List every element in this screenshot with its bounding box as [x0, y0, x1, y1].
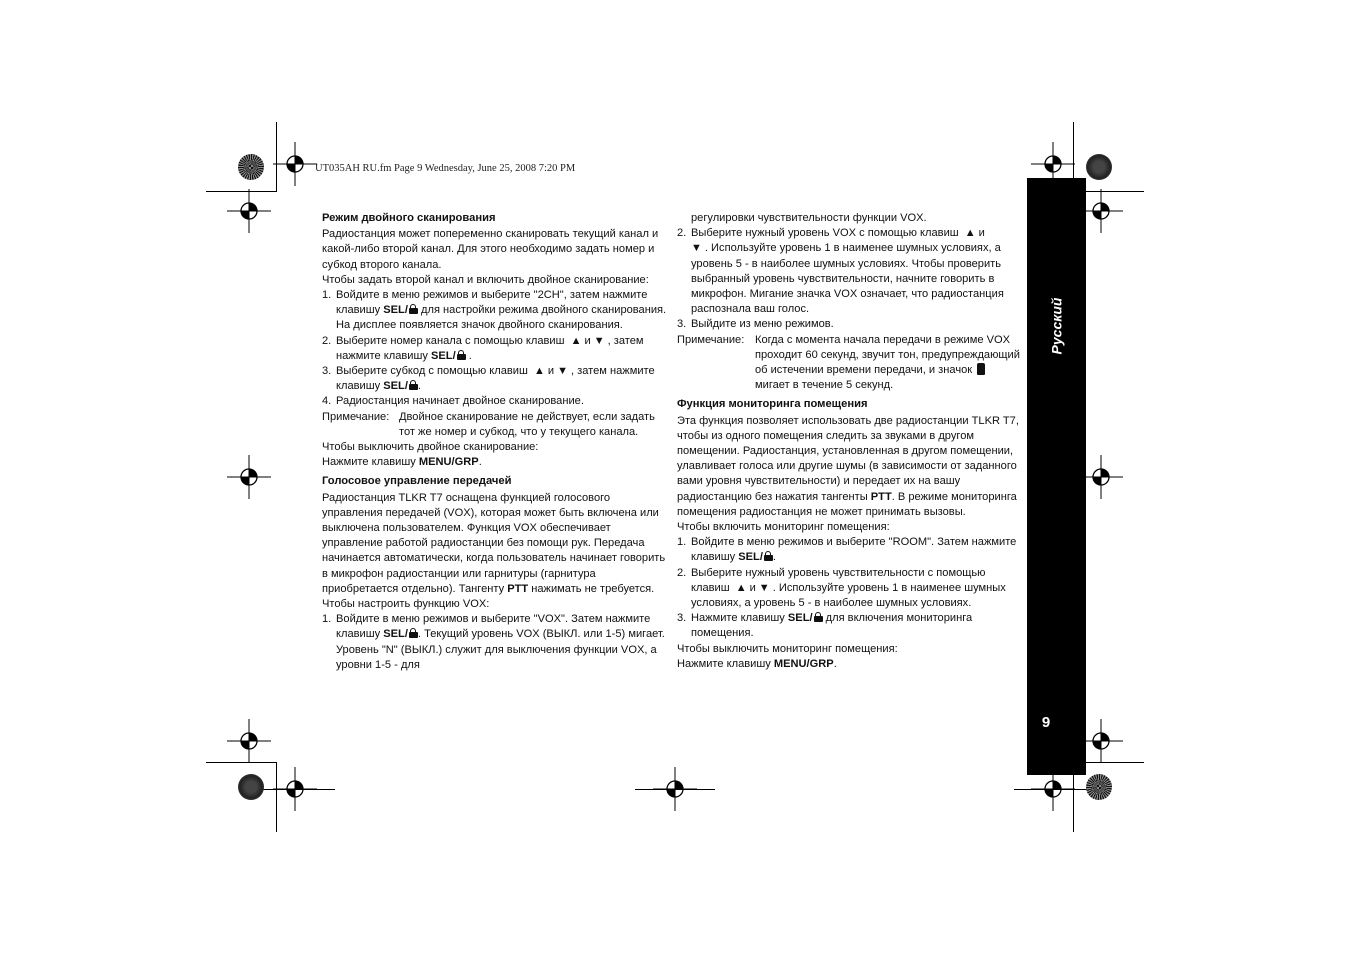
list-item [677, 611, 1022, 641]
step-number: 3. [677, 318, 687, 331]
registration-mark-icon [227, 719, 271, 763]
paragraph [677, 414, 1022, 520]
text: нажимать не требуется. [528, 582, 655, 595]
file-header: UT035AH RU.fm Page 9 Wednesday, June 25, 2008 7:20 PM [315, 163, 576, 174]
note [677, 333, 1022, 394]
paragraph: Чтобы выключить мониторинг помещения: [677, 642, 898, 655]
registration-mark-icon [227, 189, 271, 233]
star-target-icon [1086, 774, 1112, 800]
step-text: . [465, 349, 472, 362]
step-number: 1. [677, 536, 687, 549]
key-label: SEL/ [738, 551, 763, 564]
lock-icon [409, 304, 418, 314]
section-title-dual-scan: Режим двойного сканирования [322, 212, 496, 224]
step-text: Выберите нужный уровень VOX с помощью клавиш [691, 227, 962, 240]
step-text: . Используйте уровень 1 в наименее шумных условиях, а уровень 5 - в наиболее шумных условиях. Чтобы проверить выбранный уровень чувствительности, начните говорить в микрофон. Мигание значка VOX означает, что радиостанция распознала ваш голос. [691, 242, 1004, 316]
text: . [833, 657, 837, 670]
list-item [322, 394, 667, 409]
up-arrow-icon: ▲ [735, 581, 747, 594]
text: . [478, 456, 482, 469]
step-number: 1. [322, 613, 332, 626]
text: Нажмите клавишу [322, 456, 419, 469]
text: . В режиме мониторинга помещения радиостанция не может принимать вызовы. [677, 490, 1017, 518]
step-text: Войдите в меню режимов и выберите "2CH", затем нажмите клавишу [336, 289, 648, 317]
step-text: , затем нажмите клавишу [336, 365, 655, 393]
crop-line [635, 789, 715, 790]
crop-line [253, 789, 335, 790]
list-item [677, 226, 1022, 317]
key-label: SEL/ [383, 628, 408, 641]
lock-icon [814, 612, 823, 622]
left-column [322, 211, 667, 673]
down-arrow-icon: ▼ [691, 242, 702, 255]
key-label: SEL/ [431, 349, 456, 362]
paragraph: Чтобы настроить функцию VOX: [322, 598, 490, 611]
step-number: 1. [322, 289, 332, 302]
note-text: Двойное сканирование не действует, если задать тот же номер и субкод, что у текущего канала. [399, 410, 655, 438]
up-arrow-icon: ▲ [964, 227, 976, 240]
list-item [677, 535, 1022, 565]
step-text: . [772, 551, 777, 564]
conjunction: и [749, 581, 756, 594]
step-text: для настройки режима двойного сканирования. На дисплее появляется значок двойного сканирования. [336, 304, 667, 332]
paragraph [677, 657, 1022, 672]
list-item [322, 612, 667, 673]
list-item [322, 334, 667, 364]
step-text: Радиостанция начинает двойное сканирование. [336, 395, 584, 408]
paragraph [322, 455, 667, 470]
crop-line [1014, 789, 1096, 790]
step-text: Нажмите клавишу [691, 612, 788, 625]
language-tab [1027, 178, 1086, 775]
step-text: . Текущий уровень VOX (ВЫКЛ. или 1-5) мигает. Уровень "N" (ВЫКЛ.) служит для выключения функции VOX, а уровни 1-5 - для [336, 628, 665, 671]
step-text: Войдите в меню режимов и выберите "VOX". Затем нажмите клавишу [336, 613, 651, 641]
list-item [677, 566, 1022, 612]
page-number: 9 [1041, 714, 1051, 731]
lock-icon [409, 380, 418, 390]
section-title-vox: Голосовое управление передачей [322, 475, 512, 488]
text: мигает в течение 5 секунд. [755, 379, 894, 392]
key-label: SEL/ [383, 304, 408, 317]
key-label: PTT [507, 582, 529, 595]
key-label: PTT [870, 490, 892, 503]
step-number: 2. [677, 566, 687, 579]
conjunction: и [547, 365, 555, 378]
step-number: 3. [322, 365, 332, 378]
step-text: регулировки чувствительности функции VOX. [691, 212, 927, 224]
step-text: . [417, 380, 422, 393]
lock-icon [409, 628, 418, 638]
step-text: Войдите в меню режимов и выберите "ROOM". Затем нажмите клавишу [691, 536, 1017, 564]
step-number: 3. [677, 612, 687, 625]
key-label: SEL/ [383, 380, 408, 393]
text: Радиостанция TLKR T7 оснащена функцией голосового управления передачей (VOX), которая может быть включена или выключена пользователем. Функция VOX обеспечивает управление работой радиостанции без помощи рук. Передача начинается автоматически, когда пользователь начинает говорить в микрофон радиостанции или гарнитуры (гарнитура приобретается отдельно). Тангенту [322, 491, 666, 595]
step-text: Выберите субкод с помощью клавиш [336, 365, 531, 378]
down-arrow-icon: ▼ [593, 334, 605, 347]
text: Нажмите клавишу [677, 657, 774, 670]
paragraph: Чтобы выключить двойное сканирование: [322, 441, 539, 454]
grey-disc-icon [1086, 154, 1112, 180]
up-arrow-icon: ▲ [570, 334, 582, 347]
text: Эта функция позволяет использовать две радиостанции TLKR T7, чтобы из одного помещения следить за звуками в другом помещении. Радиостанция, установленная в другом помещении, улавливает голоса или другие шумы (в зависимости от заданного вами уровня чувствительности) и передает их на вашу радиостанцию без нажатия тангенты [677, 414, 1019, 503]
step-text: для включения мониторинга помещения. [691, 612, 973, 640]
step-number: 4. [322, 395, 332, 408]
key-label: SEL/ [787, 612, 813, 625]
list-item [677, 317, 1022, 332]
paragraph [322, 491, 667, 597]
section-title-room-monitor: Функция мониторинга помещения [677, 398, 868, 411]
registration-mark-icon [227, 455, 271, 499]
conjunction: и [584, 334, 591, 347]
lock-icon [457, 350, 466, 360]
step-text: Выберите нужный уровень чувствительности с помощью клавиш [691, 566, 986, 594]
vox-icon [977, 363, 985, 375]
step-text: Выберите номер канала с помощью клавиш [336, 334, 568, 347]
conjunction: и [978, 227, 985, 240]
note-label: Примечание: [677, 333, 745, 346]
lock-icon [764, 551, 773, 561]
registration-mark-icon [273, 142, 317, 186]
step-text: Выйдите из меню режимов. [691, 318, 834, 331]
key-label: MENU/GRP [773, 657, 834, 670]
list-item-continued [677, 211, 1022, 226]
step-number: 2. [322, 334, 332, 347]
paragraph: Радиостанция может попеременно сканировать текущий канал и какой-либо второй канал. Для этого необходимо задать номер и субкод второго канала. [322, 228, 659, 271]
list-item [322, 288, 667, 334]
language-label: Русский [1048, 297, 1065, 355]
star-target-icon [238, 154, 264, 180]
down-arrow-icon: ▼ [758, 581, 770, 594]
step-text: . Используйте уровень 1 в наименее шумных условиях, а уровень 5 - в наиболее шумных условиях. [691, 581, 1006, 610]
note [322, 410, 667, 440]
key-label: MENU/GRP [418, 456, 479, 469]
step-text: , затем нажмите клавишу [336, 334, 644, 362]
text: Когда с момента начала передачи в режиме VOX проходит 60 секунд, звучит тон, предупреждающий об истечении времени передачи, и значок [755, 333, 1020, 377]
paragraph: Чтобы включить мониторинг помещения: [677, 521, 890, 534]
down-arrow-icon: ▼ [557, 365, 568, 378]
up-arrow-icon: ▲ [534, 365, 545, 378]
note-label: Примечание: [322, 410, 390, 423]
list-item [322, 364, 667, 394]
paragraph: Чтобы задать второй канал и включить двойное сканирование: [322, 273, 649, 286]
grey-disc-icon [238, 774, 264, 800]
step-number: 2. [677, 227, 687, 240]
right-column [677, 211, 1022, 672]
note-text [755, 333, 1022, 394]
